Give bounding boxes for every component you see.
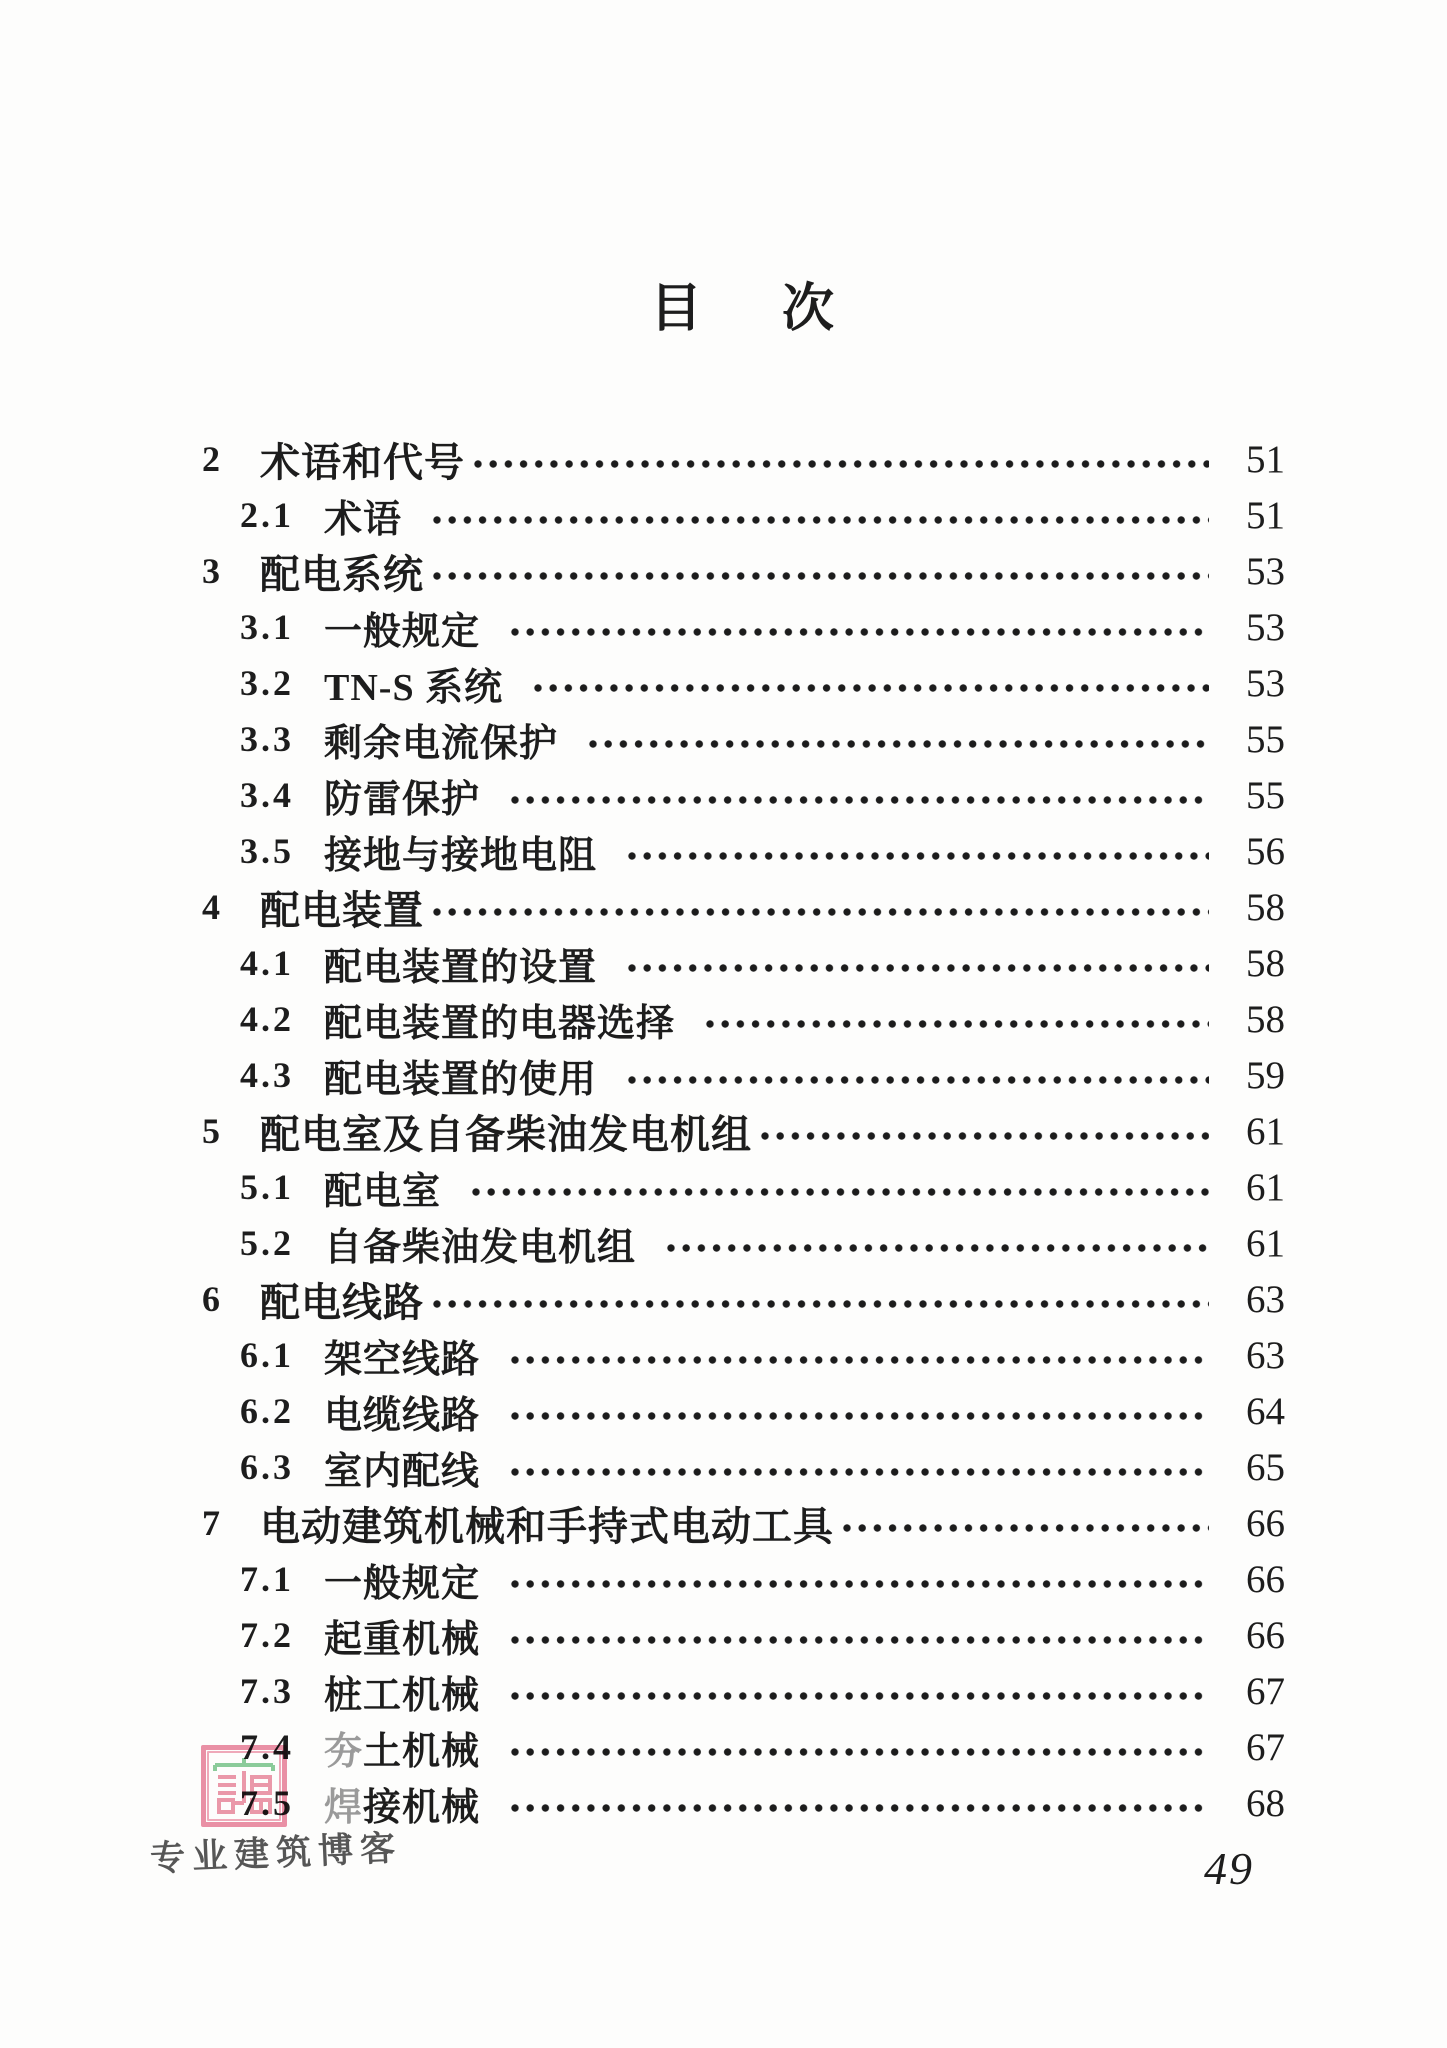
toc-leader-dots [508, 1690, 1209, 1702]
toc-leader-dots [508, 1466, 1209, 1478]
toc-entry-page: 68 [1246, 1781, 1285, 1825]
toc-entry [202, 431, 1285, 487]
toc-entry-label: 自备柴油发电机组 [324, 1226, 637, 1269]
toc-entry-label: 剩余电流保护 [324, 722, 559, 765]
toc-leader-dots [508, 794, 1209, 806]
toc-entry-number: 2 [202, 439, 223, 479]
toc-entry-page: 59 [1246, 1053, 1285, 1097]
toc-leader-dots [758, 1130, 1209, 1142]
toc-entry-number: 6 [202, 1279, 223, 1319]
toc-entry-page: 66 [1246, 1501, 1285, 1545]
toc-entry-label-faded-char: 夯 [324, 1730, 364, 1773]
toc-entry [202, 823, 1285, 879]
toc-entry-label: 防雷保护 [324, 778, 481, 821]
toc-leader-dots [625, 962, 1209, 974]
toc-entry-number: 4.2 [240, 999, 294, 1039]
toc-entry [202, 1159, 1285, 1215]
toc-entry-page: 63 [1246, 1277, 1285, 1321]
toc-entry [202, 487, 1285, 543]
toc-entry-label: 术语和代号 [260, 439, 465, 485]
page-title-char: 次 [782, 281, 835, 338]
toc-leader-dots [508, 1746, 1209, 1758]
toc-leader-dots [840, 1522, 1209, 1534]
toc-entry-number: 7.1 [240, 1559, 294, 1599]
toc-entry-page: 53 [1246, 605, 1285, 649]
toc-leader-dots [664, 1242, 1209, 1254]
toc-entry [202, 991, 1285, 1047]
toc-entry [202, 1047, 1285, 1103]
toc-entry-page: 61 [1246, 1165, 1285, 1209]
toc-entry-label: 架空线路 [324, 1338, 481, 1381]
page-title-char: 目 [650, 281, 703, 338]
toc-entry-number: 6.2 [240, 1391, 294, 1431]
toc-entry-label: 配电系统 [260, 551, 424, 597]
toc-entry-label: 配电线路 [260, 1279, 424, 1325]
blog-seal-caption: 专业建筑博客 [149, 1828, 403, 1879]
toc-entry-page: 58 [1246, 997, 1285, 1041]
toc-entry [202, 711, 1285, 767]
toc-entry-page: 55 [1246, 773, 1285, 817]
toc-entry-label: 配电室 [324, 1170, 442, 1213]
toc-entry-page: 53 [1246, 549, 1285, 593]
toc-leader-dots [430, 514, 1209, 526]
toc-entry [202, 1551, 1285, 1607]
toc-leader-dots [508, 1354, 1209, 1366]
toc-leader-dots [508, 1802, 1209, 1814]
toc-entry-label: 配电装置的设置 [324, 946, 598, 989]
toc-entry-number: 3 [202, 551, 223, 591]
toc-entry-number: 7.4 [240, 1727, 294, 1767]
toc-entry-page: 63 [1246, 1333, 1285, 1377]
toc-leader-dots [508, 1578, 1209, 1590]
toc-entry [202, 935, 1285, 991]
toc-entry-number: 7 [202, 1503, 223, 1543]
toc-entry [202, 1495, 1285, 1551]
toc-entry-page: 53 [1246, 661, 1285, 705]
toc-entry [202, 1215, 1285, 1271]
toc-entry-number: 6.3 [240, 1447, 294, 1487]
toc-entry-page: 67 [1246, 1725, 1285, 1769]
toc-entry-number: 5.1 [240, 1167, 294, 1207]
toc-entry-label: 术语 [324, 498, 403, 541]
toc-entry-label: 电动建筑机械和手持式电动工具 [260, 1503, 834, 1549]
toc-entry-page: 67 [1246, 1669, 1285, 1713]
toc-entry-label: 起重机械 [324, 1618, 481, 1661]
toc-leader-dots [625, 850, 1209, 862]
toc-entry-page: 61 [1246, 1221, 1285, 1265]
toc-entry-number: 3.2 [240, 663, 294, 703]
toc-leader-dots [469, 1186, 1209, 1198]
toc-entry-label: 桩工机械 [324, 1674, 481, 1717]
toc-entry-number: 4.1 [240, 943, 294, 983]
toc-entry-label-faded-char: 焊 [324, 1786, 364, 1829]
toc-entry-label: 接地与接地电阻 [324, 834, 598, 877]
toc-entry-label: TN-S 系统 [324, 666, 504, 709]
toc-entry [202, 1327, 1285, 1383]
toc-entry [202, 543, 1285, 599]
toc-entry-label: 配电装置的使用 [324, 1058, 598, 1101]
blog-seal-icon [210, 1754, 278, 1818]
toc-entry-page: 56 [1246, 829, 1285, 873]
page-title [650, 281, 835, 338]
toc-entry-number: 4.3 [240, 1055, 294, 1095]
toc-entry-number: 3.3 [240, 719, 294, 759]
toc-entry-label: 一般规定 [324, 610, 481, 653]
toc-leader-dots [471, 458, 1209, 470]
toc-entry [202, 599, 1285, 655]
blog-seal-stamp [201, 1745, 287, 1827]
toc-entry-number: 7.3 [240, 1671, 294, 1711]
toc-entry-page: 51 [1246, 493, 1285, 537]
toc-entry-page: 65 [1246, 1445, 1285, 1489]
toc-entry [202, 767, 1285, 823]
toc-entry-number: 7.2 [240, 1615, 294, 1655]
toc-leader-dots [586, 738, 1209, 750]
toc-leader-dots [508, 1410, 1209, 1422]
toc-entry-label: 配电装置的电器选择 [324, 1002, 676, 1045]
toc-entry-number: 7.5 [240, 1783, 294, 1823]
toc-entry-label: 配电室及自备柴油发电机组 [260, 1111, 752, 1157]
toc-leader-dots [430, 1298, 1209, 1310]
toc-entry-label-rest: 土机械 [363, 1730, 481, 1773]
toc-entry-page: 55 [1246, 717, 1285, 761]
toc-entry-label: 电缆线路 [324, 1394, 481, 1437]
toc-entry [202, 1607, 1285, 1663]
toc-entry-page: 61 [1246, 1109, 1285, 1153]
toc-leader-dots [625, 1074, 1209, 1086]
toc-entry-label [324, 1720, 480, 1775]
toc-leader-dots [430, 570, 1209, 582]
toc-entry [202, 879, 1285, 935]
toc-entry [202, 655, 1285, 711]
toc-entry [202, 1103, 1285, 1159]
toc-entry-label-rest: 接机械 [363, 1786, 481, 1829]
toc-entry [202, 1383, 1285, 1439]
toc-entry-page: 66 [1246, 1557, 1285, 1601]
toc-entry-label: 一般规定 [324, 1562, 481, 1605]
toc-entry-number: 5.2 [240, 1223, 294, 1263]
toc-leader-dots [508, 1634, 1209, 1646]
toc-entry-number: 6.1 [240, 1335, 294, 1375]
toc-entry-label: 室内配线 [324, 1450, 481, 1493]
toc-leader-dots [508, 626, 1209, 638]
toc-entry-number: 3.1 [240, 607, 294, 647]
folio-page-number: 49 [1204, 1843, 1254, 1894]
toc-entry-number: 3.5 [240, 831, 294, 871]
toc-entry-page: 58 [1246, 941, 1285, 985]
toc-entry-number: 5 [202, 1111, 223, 1151]
toc-entry-page: 51 [1246, 437, 1285, 481]
toc-entry [202, 1439, 1285, 1495]
toc-entry-label: 配电装置 [260, 887, 424, 933]
toc-leader-dots [430, 906, 1209, 918]
toc-entry [202, 1719, 1285, 1775]
toc-entry [202, 1271, 1285, 1327]
toc-leader-dots [531, 682, 1209, 694]
toc-leader-dots [703, 1018, 1209, 1030]
toc [202, 431, 1285, 1831]
toc-entry-page: 66 [1246, 1613, 1285, 1657]
toc-entry-number: 3.4 [240, 775, 294, 815]
toc-entry-number: 2.1 [240, 495, 294, 535]
toc-entry [202, 1663, 1285, 1719]
toc-entry-number: 4 [202, 887, 223, 927]
toc-entry-page: 64 [1246, 1389, 1285, 1433]
toc-entry-page: 58 [1246, 885, 1285, 929]
